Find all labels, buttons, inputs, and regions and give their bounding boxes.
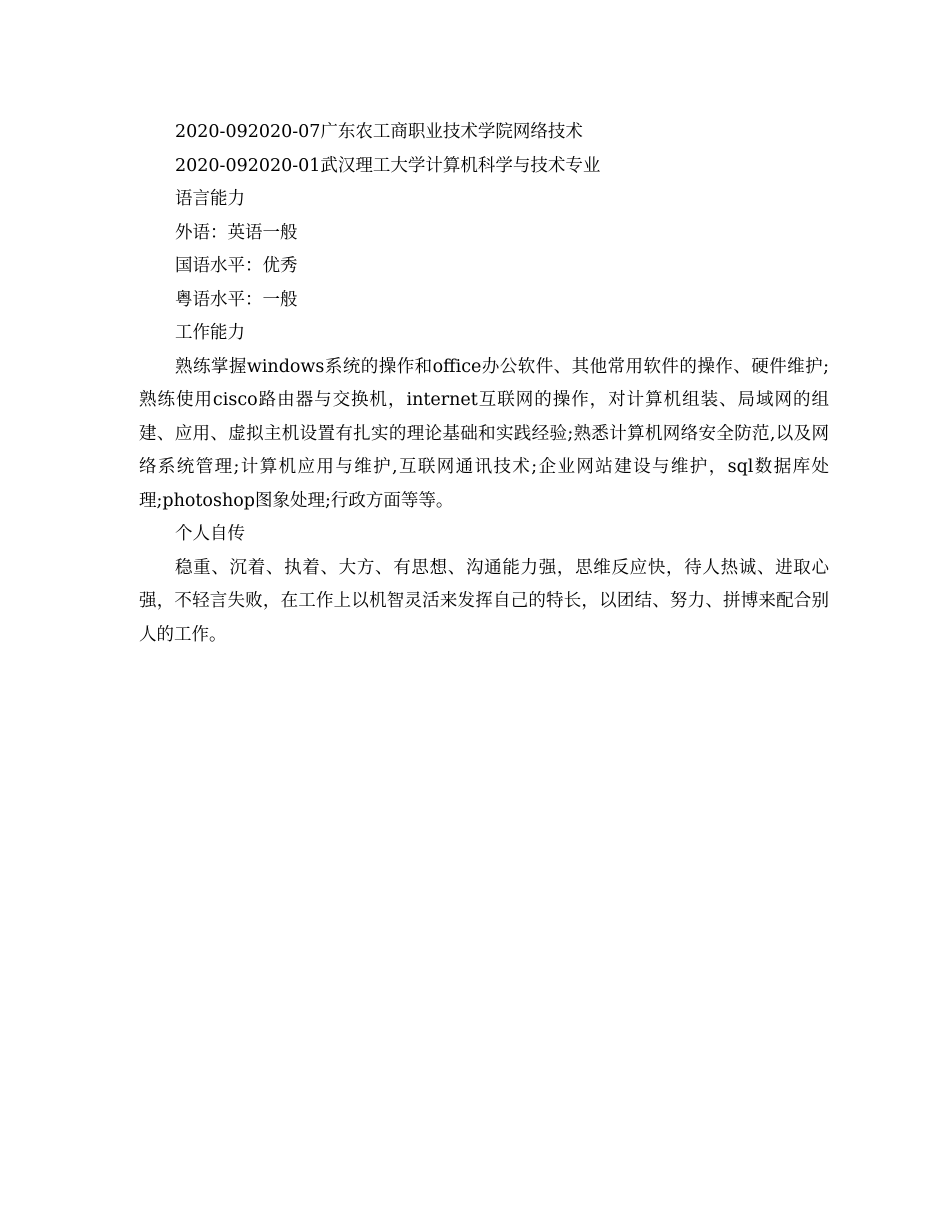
language-cantonese: 粤语水平：一般 xyxy=(175,289,298,310)
language-heading: 语言能力 xyxy=(175,189,245,209)
document-body xyxy=(139,116,829,652)
education-entry-1: 2020-092020-07广东农工商职业技术学院网络技术 xyxy=(175,122,583,142)
education-entry-2: 2020-092020-01武汉理工大学计算机科学与技术专业 xyxy=(175,155,601,176)
work-heading: 工作能力 xyxy=(175,323,245,343)
language-foreign: 外语：英语一般 xyxy=(175,222,298,243)
self-paragraph: 稳重、沉着、执着、大方、有思想、沟通能力强，思维反应快，待人热诚、进取心强，不轻言失败，在工作上以机智灵活来发挥自己的特长，以团结、努力、拼博来配合别人的工作。 xyxy=(139,557,829,645)
self-heading: 个人自传 xyxy=(175,524,245,544)
work-paragraph: 熟练掌握windows系统的操作和office办公软件、其他常用软件的操作、硬件维护;熟练使用cisco路由器与交换机，internet互联网的操作，对计算机组装、局域网的组建、应用、虚拟主机设置有扎实的理论基础和实践经验;熟悉计算机网络安全防范,以及网络系统管理;计算机应用与维护,互联网通讯技术;企业网站建设与维护，sql数据库处理;photoshop图象处理;行政方面等等。 xyxy=(139,356,829,511)
language-mandarin: 国语水平：优秀 xyxy=(175,256,298,276)
